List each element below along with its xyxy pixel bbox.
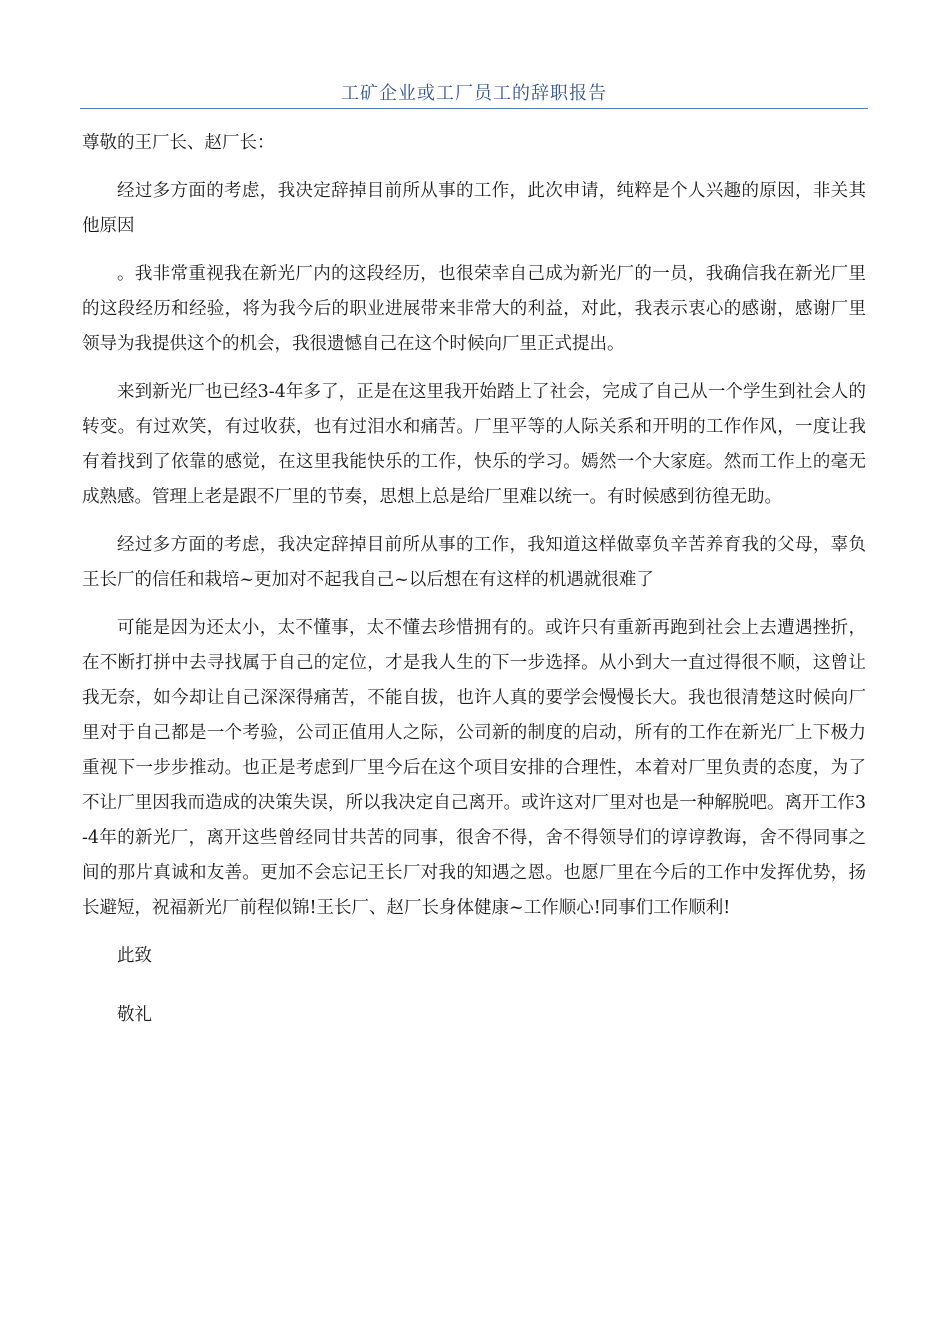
paragraph-3: 来到新光厂也已经3-4年多了，正是在这里我开始踏上了社会，完成了自己从一个学生到社会人的转变。有过欢笑，有过收获，也有过泪水和痛苦。厂里平等的人际关系和开明的工作作风，一度让我有着找到了依靠的感觉，在这里我能快乐的工作，快乐的学习。嫣然一个大家庭。然而工作上的毫无成熟感。管理上老是跟不厂里的节奏，思想上总是给厂里难以统一。有时候感到彷徨无助。 — [82, 382, 866, 507]
closing-salute: 敬礼 — [117, 1005, 152, 1025]
document-title: 工矿企业或工厂员工的辞职报告 — [341, 83, 607, 104]
paragraph-1: 经过多方面的考虑，我决定辞掉目前所从事的工作，此次申请，纯粹是个人兴趣的原因，非关其他原因 — [82, 181, 866, 236]
paragraph-2: 。我非常重视我在新光厂内的这段经历，也很荣幸自己成为新光厂的一员，我确信我在新光厂里的这段经历和经验，将为我今后的职业进展带来非常大的利益，对此，我表示衷心的感谢，感谢厂里领导为我提供这个的机会，我很遗憾自己在这个时候向厂里正式提出。 — [82, 264, 866, 354]
paragraph-4: 经过多方面的考虑，我决定辞掉目前所从事的工作，我知道这样做辜负辛苦养育我的父母，辜负王长厂的信任和栽培~更加对不起我自己~以后想在有这样的机遇就很难了 — [82, 535, 866, 590]
closing-greeting: 此致 — [117, 946, 152, 966]
title-underline — [80, 108, 868, 109]
salutation: 尊敬的王厂长、赵厂长： — [82, 133, 275, 153]
letter-body — [82, 126, 866, 1057]
paragraph-5: 可能是因为还太小，太不懂事，太不懂去珍惜拥有的。或许只有重新再跑到社会上去遭遇挫折，在不断打拼中去寻找属于自己的定位，才是我人生的下一步选择。从小到大一直过得很不顺，这曾让我无奈，如今却让自己深深得痛苦，不能自拔，也许人真的要学会慢慢长大。我也很清楚这时候向厂里对于自己都是一个考验，公司正值用人之际，公司新的制度的启动，所有的工作在新光厂上下极力重视下一步步推动。也正是考虑到厂里今后在这个项目安排的合理性，本着对厂里负责的态度，为了不让厂里因我而造成的决策失误，所以我决定自己离开。或许这对厂里对也是一种解脱吧。离开工作3-4年的新光厂，离开这些曾经同甘共苦的同事，很舍不得，舍不得领导们的谆谆教诲，舍不得同事之间的那片真诚和友善。更加不会忘记王长厂对我的知遇之恩。也愿厂里在今后的工作中发挥优势，扬长避短，祝福新光厂前程似锦!王长厂、赵厂长身体健康~工作顺心!同事们工作顺利! — [82, 618, 866, 918]
